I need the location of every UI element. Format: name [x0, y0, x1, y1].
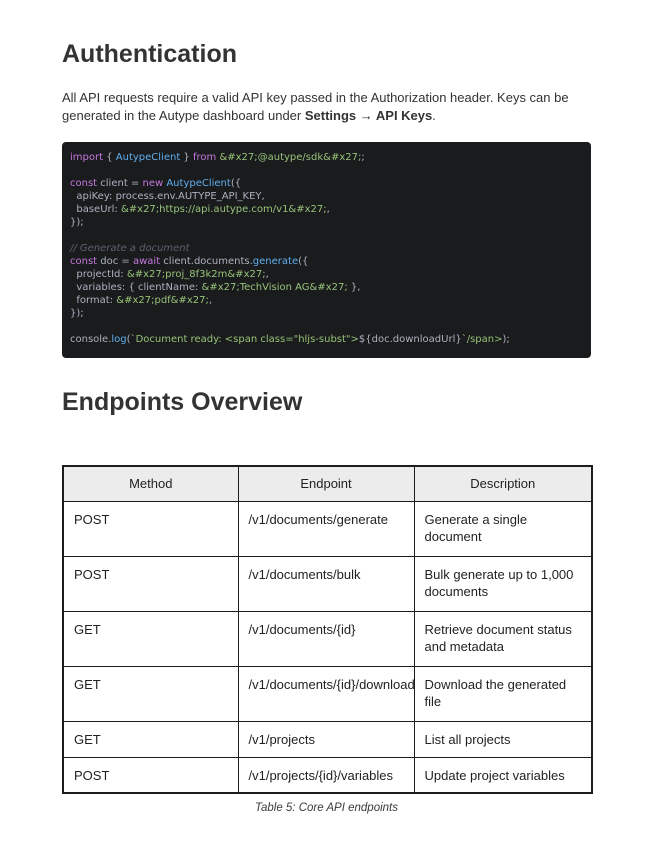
code-token-base: ({ [230, 178, 242, 189]
code-token-string: `/span> [461, 334, 503, 345]
intro-text-before: All API requests require a valid API key passed in the Authorization header. Keys can be generated in the Autype dashboard under [62, 90, 569, 123]
intro-bold-settings-path: Settings → API Keys [304, 108, 433, 123]
table-cell-method: GET [63, 611, 238, 666]
table-cell-description: Download the generated file [414, 666, 592, 721]
table-cell-description: Retrieve document status and metadata [414, 611, 592, 666]
code-token-base: { [103, 152, 116, 163]
table-row [63, 757, 592, 793]
code-line [70, 242, 583, 255]
table-cell-description: Bulk generate up to 1,000 documents [414, 556, 592, 611]
code-line [70, 255, 583, 268]
code-token-base: variables: { clientName: [70, 282, 202, 293]
code-line [70, 333, 583, 346]
code-token-base: projectId: [70, 269, 127, 280]
code-token-base: client = [97, 178, 143, 189]
table-cell-method: POST [63, 501, 238, 556]
table-cell-endpoint: /v1/documents/generate [238, 501, 414, 556]
table-cell-endpoint: /v1/projects/{id}/variables [238, 757, 414, 793]
table-row [63, 501, 592, 556]
endpoints-table [62, 465, 593, 794]
heading-authentication: Authentication [62, 40, 237, 68]
table-caption: Table 5: Core API endpoints [255, 802, 398, 814]
table-cell-endpoint: /v1/documents/bulk [238, 556, 414, 611]
code-token-string: &#x27;pdf&#x27; [116, 295, 209, 306]
table-cell-method: GET [63, 666, 238, 721]
code-line [70, 281, 583, 294]
code-token-base: } [180, 152, 193, 163]
code-token-base: format: [70, 295, 117, 306]
code-token-comment: // Generate a document [70, 243, 190, 254]
code-token-base: ({ [298, 256, 309, 267]
table-cell-endpoint: /v1/documents/{id}/download [238, 666, 414, 721]
table-header-row [63, 466, 592, 501]
code-line [70, 229, 583, 242]
code-token-keyword: new [142, 178, 164, 189]
code-token-base: doc = [97, 256, 133, 267]
intro-paragraph [62, 89, 591, 125]
table-cell-description: Update project variables [414, 757, 592, 793]
table-cell-description: Generate a single document [414, 501, 592, 556]
code-token-base: ; [361, 152, 365, 163]
code-token-base: , [208, 295, 213, 306]
table-cell-endpoint: /v1/projects [238, 721, 414, 757]
table-cell-method: POST [63, 757, 238, 793]
table-row [63, 556, 592, 611]
code-token-base: apiKey: process.env.AUTYPE_API_KEY, [70, 191, 265, 202]
code-token-keyword: import [70, 152, 104, 163]
code-token-string: &#x27;https://api.autype.com/v1&#x27; [120, 204, 327, 215]
table-row [63, 666, 592, 721]
code-token-keyword: const [70, 178, 98, 189]
code-token-string: &#x27;@autype/sdk&#x27; [219, 152, 362, 163]
intro-text-after: . [432, 108, 436, 123]
code-token-base: , [265, 269, 269, 280]
code-token-keyword: await [132, 256, 161, 267]
code-line [70, 268, 583, 281]
table-header-description: Description [414, 466, 592, 501]
code-token-base: ( [126, 334, 131, 345]
heading-endpoints-overview: Endpoints Overview [62, 388, 303, 416]
table-header-method: Method [63, 466, 238, 501]
code-token-title: log [111, 334, 127, 345]
code-line [70, 216, 583, 229]
code-token-base: ); [502, 334, 510, 345]
code-token-base: client.documents. [160, 256, 253, 267]
code-block [62, 142, 591, 358]
code-line [70, 203, 583, 216]
code-line [70, 177, 583, 190]
code-line [70, 164, 583, 177]
code-token-string: `Document ready: <span class="hljs-subst"> [130, 334, 359, 345]
code-token-title: AutypeClient [115, 152, 181, 163]
code-token-title: generate [252, 256, 299, 267]
code-line [70, 151, 583, 164]
code-token-title: AutypeClient [166, 178, 231, 189]
code-token-base: baseUrl: [70, 204, 121, 215]
table-header-endpoint: Endpoint [238, 466, 414, 501]
table-cell-method: POST [63, 556, 238, 611]
code-token-base: console. [70, 334, 112, 345]
code-line [70, 307, 583, 320]
code-token-base: }); [70, 308, 84, 319]
code-token-keyword: const [70, 256, 98, 267]
code-token-keyword: from [192, 152, 217, 163]
code-token-base: }, [347, 282, 361, 293]
table-row [63, 721, 592, 757]
table-row [63, 611, 592, 666]
code-token-base: , [326, 204, 330, 215]
code-line [70, 320, 583, 333]
code-token-string: &#x27;proj_8f3k2m&#x27; [126, 269, 266, 280]
code-line [70, 294, 583, 307]
table-cell-endpoint: /v1/documents/{id} [238, 611, 414, 666]
code-token-string: &#x27;TechVision AG&#x27; [201, 282, 348, 293]
code-line [70, 190, 583, 203]
table-cell-description: List all projects [414, 721, 592, 757]
table-cell-method: GET [63, 721, 238, 757]
code-token-base: }); [70, 217, 84, 228]
code-token-base: ${doc.downloadUrl} [358, 334, 462, 345]
